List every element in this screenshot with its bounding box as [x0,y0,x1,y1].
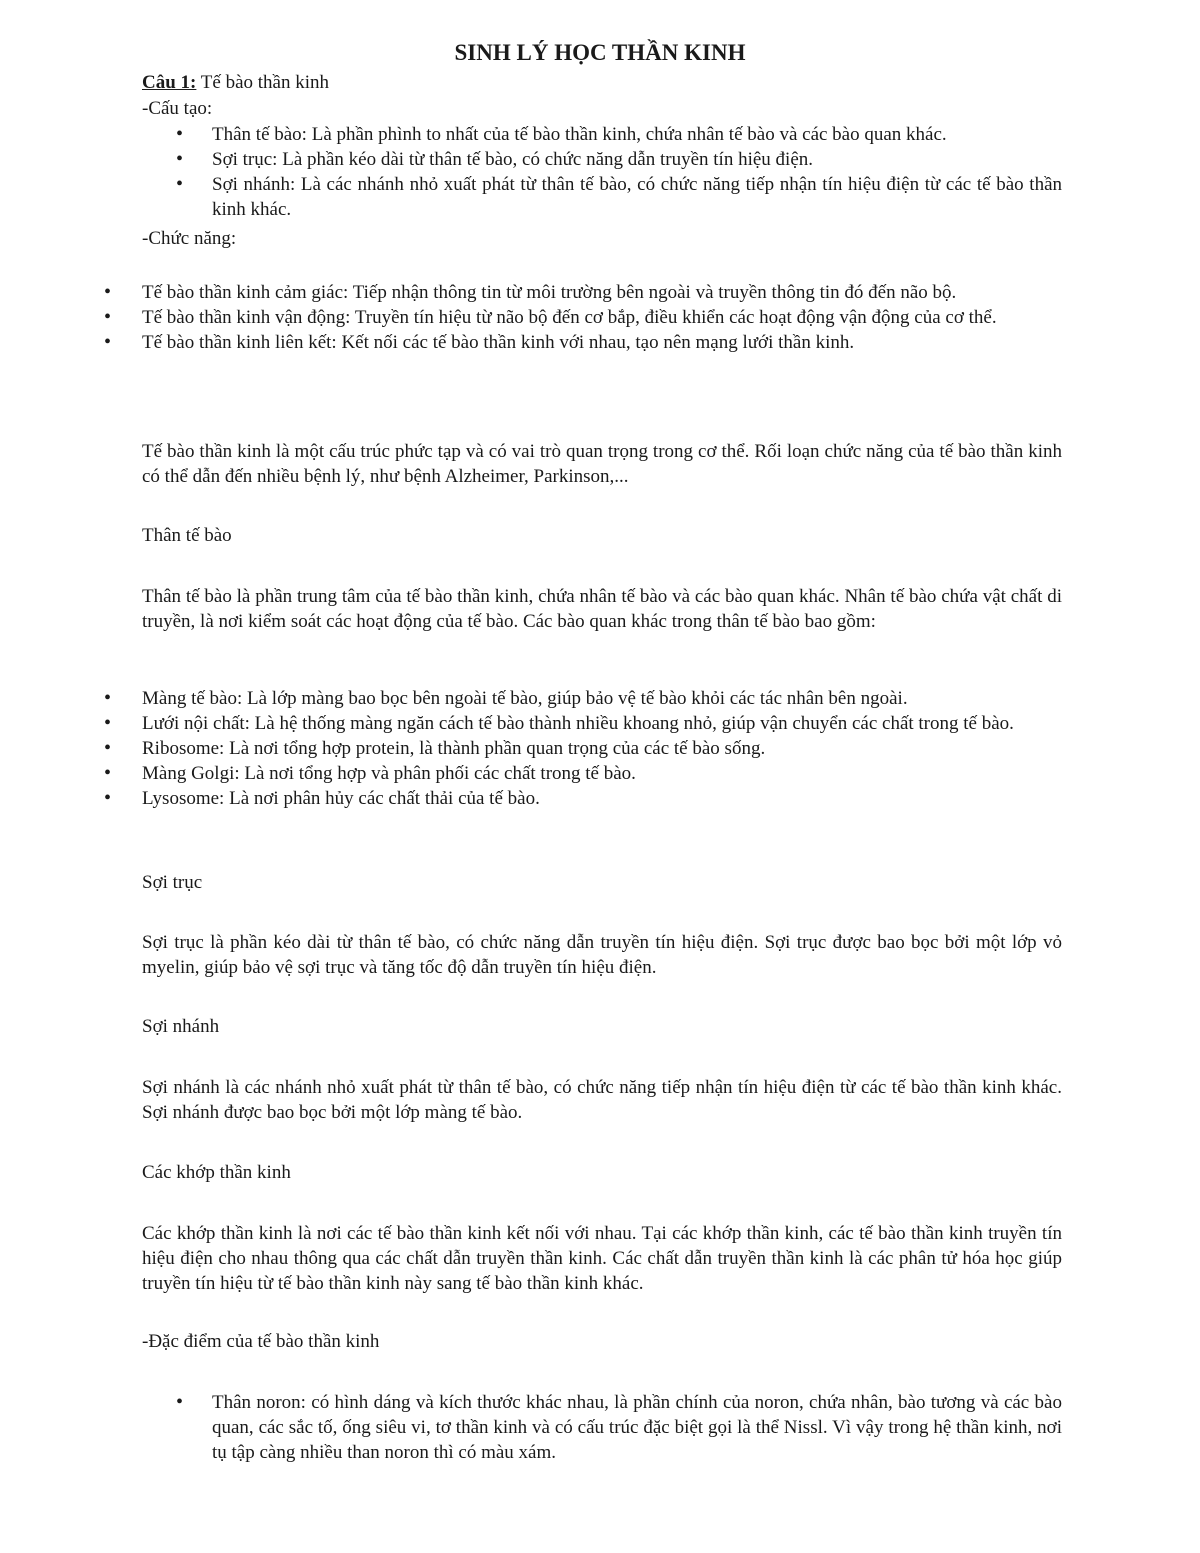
section-heading-axon: Sợi trục [142,872,203,893]
bullet-icon: • [104,306,112,328]
list-item: • Thân tế bào: Là phần phình to nhất của tế bào thần kinh, chứa nhân tế bào và các bào quan khác. [176,123,947,145]
bullet-icon: • [176,148,184,170]
function-label: -Chức năng: [142,228,237,249]
list-item: • Tế bào thần kinh cảm giác: Tiếp nhận thông tin từ môi trường bên ngoài và truyền thông tin đó đến não bộ. [104,281,957,303]
page-title: SINH LÝ HỌC THẦN KINH [454,40,746,65]
section-heading-cell-body: Thân tế bào [142,525,232,546]
dendrite-paragraph: Sợi nhánh là các nhánh nhỏ xuất phát từ thân tế bào, có chức năng tiếp nhận tín hiệu điện từ các tế bào thần kinh khác. Sợi nhánh được bao bọc bởi một lớp màng tế bào. [142,1077,1062,1123]
bullet-icon: • [104,281,112,303]
summary-paragraph: Tế bào thần kinh là một cấu trúc phức tạp và có vai trò quan trọng trong cơ thể. Rối loạn chức năng của tế bào thần kinh có thể dẫn đến nhiều bệnh lý, như bệnh Alzheimer, Parkinson,... [142,441,1062,487]
bullet-icon: • [104,737,112,759]
bullet-icon: • [104,687,112,709]
list-item: • Lysosome: Là nơi phân hủy các chất thải của tế bào. [104,787,540,809]
section-heading-synapse: Các khớp thần kinh [142,1162,291,1183]
bullet-icon: • [104,331,112,353]
function-list [104,280,1060,355]
question-topic: Tế bào thần kinh [196,72,329,93]
bullet-icon: • [104,762,112,784]
question-1-heading [142,70,329,95]
list-item: • Thân noron: có hình dáng và kích thước khác nhau, là phần chính của noron, chứa nhân, bào tương và các bào quan, các sắc tố, ống siêu vi, tơ thần kinh và có cấu trúc đặc biệt gọi là thể Nissl. Vì vậy trong hệ thần kinh, nơi tụ tập càng nhiều than noron thì có màu xám. [176,1391,1062,1463]
structure-list [176,122,1062,222]
synapse-paragraph: Các khớp thần kinh là nơi các tế bào thần kinh kết nối với nhau. Tại các khớp thần kinh, các tế bào thần kinh truyền tín hiệu điện cho nhau thông qua các chất dẫn truyền thần kinh. Các chất dẫn truyền thần kinh là các phân tử hóa học giúp truyền tín hiệu từ tế bào thần kinh này sang tế bào thần kinh khác. [142,1223,1062,1294]
characteristics-list [176,1390,1062,1465]
bullet-icon: • [104,787,112,809]
list-item: • Màng Golgi: Là nơi tổng hợp và phân phối các chất trong tế bào. [104,762,636,784]
structure-label: -Cấu tạo: [142,98,213,119]
list-item: • Tế bào thần kinh liên kết: Kết nối các tế bào thần kinh với nhau, tạo nên mạng lưới thần kinh. [104,331,855,353]
list-item: • Ribosome: Là nơi tổng hợp protein, là thành phần quan trọng của các tế bào sống. [104,737,766,759]
axon-paragraph: Sợi trục là phần kéo dài từ thân tế bào, có chức năng dẫn truyền tín hiệu điện. Sợi trục được bao bọc bởi một lớp vỏ myelin, giúp bảo vệ sợi trục và tăng tốc độ dẫn truyền tín hiệu điện. [142,932,1062,978]
list-item: • Tế bào thần kinh vận động: Truyền tín hiệu từ não bộ đến cơ bắp, điều khiển các hoạt động vận động của cơ thể. [104,306,997,328]
section-heading-dendrite: Sợi nhánh [142,1016,220,1037]
bullet-icon: • [104,712,112,734]
list-item: • Màng tế bào: Là lớp màng bao bọc bên ngoài tế bào, giúp bảo vệ tế bào khỏi các tác nhân bên ngoài. [104,687,908,709]
cell-body-paragraph: Thân tế bào là phần trung tâm của tế bào thần kinh, chứa nhân tế bào và các bào quan khác. Nhân tế bào chứa vật chất di truyền, là nơi kiểm soát các hoạt động của tế bào. Các bào quan khác trong thân tế bào bao gồm: [142,586,1062,632]
question-label: Câu 1: [142,72,197,93]
bullet-icon: • [176,173,184,195]
organelle-list [104,686,1060,811]
list-item: • Sợi trục: Là phần kéo dài từ thân tế bào, có chức năng dẫn truyền tín hiệu điện. [176,148,813,170]
list-item: • Lưới nội chất: Là hệ thống màng ngăn cách tế bào thành nhiều khoang nhỏ, giúp vận chuyển các chất trong tế bào. [104,712,1014,734]
list-item: • Sợi nhánh: Là các nhánh nhỏ xuất phát từ thân tế bào, có chức năng tiếp nhận tín hiệu điện từ các tế bào thần kinh khác. [176,173,1062,220]
characteristics-label: -Đặc điểm của tế bào thần kinh [142,1331,380,1352]
bullet-icon: • [176,123,184,145]
bullet-icon: • [176,1391,184,1413]
